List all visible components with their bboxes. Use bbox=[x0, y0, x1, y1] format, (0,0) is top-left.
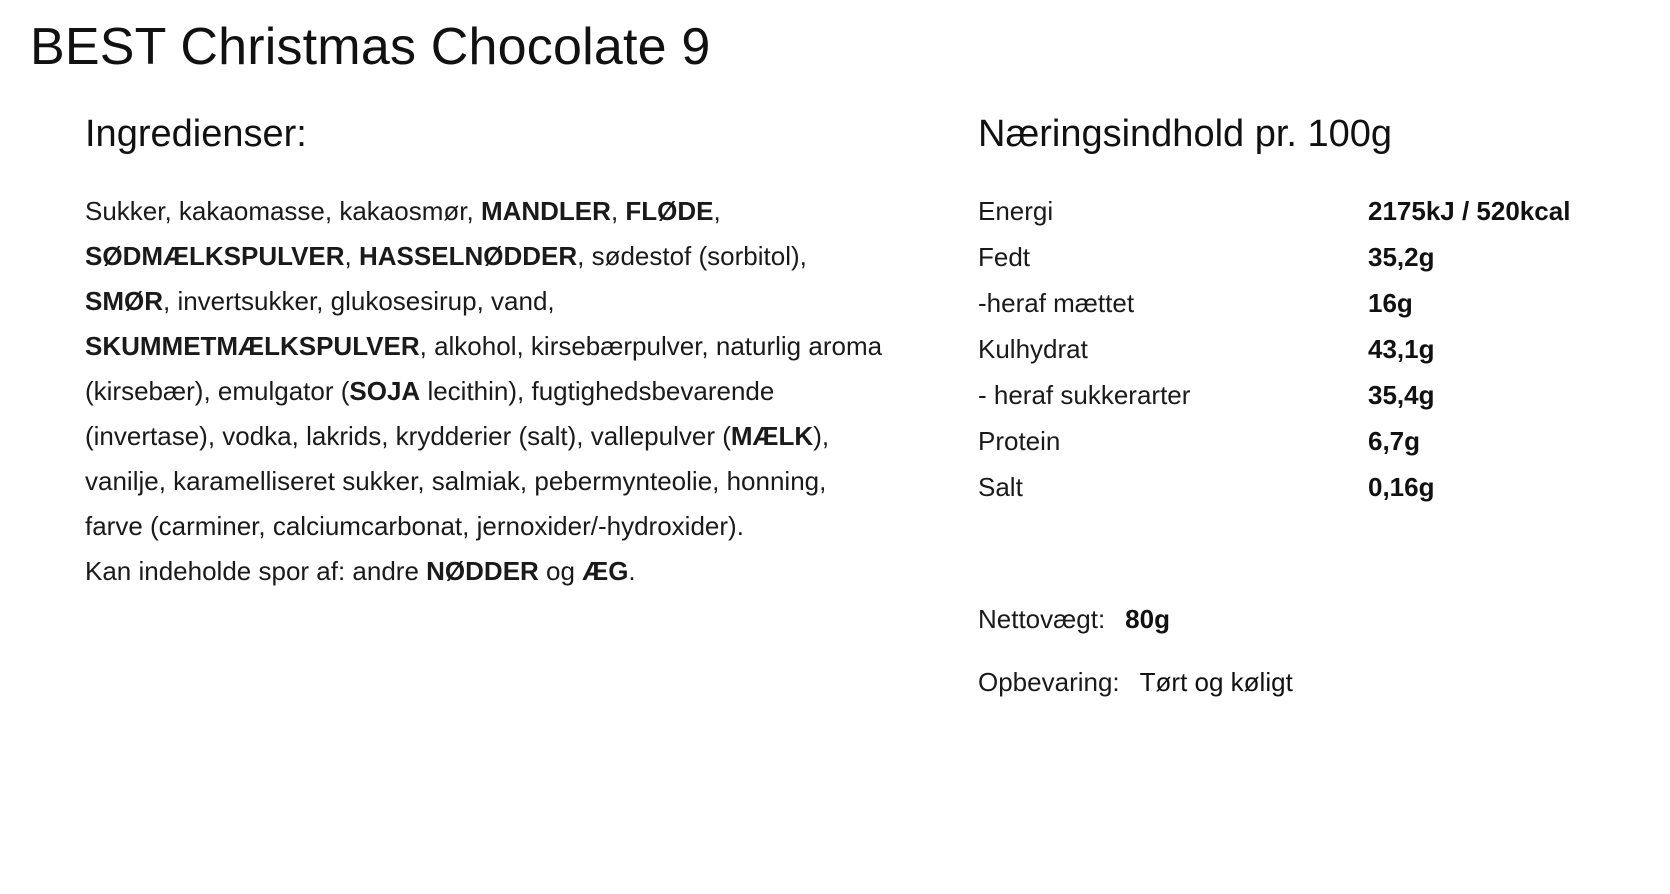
nutrition-label: -heraf mættet bbox=[978, 288, 1135, 319]
net-weight-label: Nettovægt: bbox=[978, 604, 1106, 635]
table-row bbox=[978, 189, 1570, 235]
nutrition-label: Energi bbox=[978, 196, 1054, 227]
storage-value: Tørt og køligt bbox=[1139, 667, 1293, 698]
nutrition-value: 43,1g bbox=[1368, 334, 1435, 365]
nutrition-label: Salt bbox=[978, 472, 1023, 503]
ingredients-section bbox=[30, 112, 910, 594]
content-columns bbox=[30, 112, 1640, 705]
nutrition-label: Kulhydrat bbox=[978, 334, 1088, 365]
nutrition-table-body bbox=[978, 189, 1570, 511]
table-row bbox=[978, 327, 1570, 373]
nutrition-value: 16g bbox=[1368, 288, 1413, 319]
nutrition-value: 6,7g bbox=[1368, 426, 1421, 457]
table-row bbox=[978, 373, 1570, 419]
nutrition-label: - heraf sukkerarter bbox=[978, 380, 1191, 411]
nutrition-value: 2175kJ / 520kcal bbox=[1368, 196, 1571, 227]
nutrition-heading: Næringsindhold pr. 100g bbox=[978, 112, 1393, 155]
storage-label: Opbevaring: bbox=[978, 667, 1120, 698]
table-row bbox=[978, 235, 1570, 281]
nutrition-value: 35,4g bbox=[1368, 380, 1435, 411]
table-row bbox=[978, 281, 1570, 327]
nutrition-value: 0,16g bbox=[1368, 472, 1435, 503]
ingredients-text: Sukker, kakaomasse, kakaosmør, MANDLER, FLØDE, SØDMÆLKSPULVER, HASSELNØDDER, sødestof (sorbitol), SMØR, invertsukker, glukosesirup, vand, SKUMMETMÆLKSPULVER, alkohol, kirsebærpulver, naturlig aroma (kirsebær), emulgator (SOJA lecithin), fugtighedsbevarende (invertase), vodka, lakrids, krydderier (salt), vallepulver (MÆLK), vanilje, karamelliseret sukker, salmiak, pebermynteolie, honning, farve (carminer, calciumcarbonat, jernoxider/-hydroxider). bbox=[85, 196, 883, 542]
nutrition-table bbox=[978, 189, 1570, 511]
nutrition-label: Protein bbox=[978, 426, 1061, 457]
net-weight-value: 80g bbox=[1125, 604, 1170, 635]
table-row bbox=[978, 465, 1570, 511]
table-row bbox=[978, 419, 1570, 465]
allergen-trace-text: Kan indeholde spor af: andre NØDDER og ÆG. bbox=[85, 556, 636, 587]
product-details bbox=[978, 597, 1640, 705]
ingredients-heading: Ingredienser: bbox=[85, 112, 307, 155]
nutrition-value: 35,2g bbox=[1368, 242, 1435, 273]
nutrition-label: Fedt bbox=[978, 242, 1031, 273]
nutrition-section bbox=[910, 112, 1640, 705]
net-weight-row bbox=[978, 597, 1640, 642]
storage-row bbox=[978, 660, 1640, 705]
page-title: BEST Christmas Chocolate 9 bbox=[30, 18, 711, 76]
